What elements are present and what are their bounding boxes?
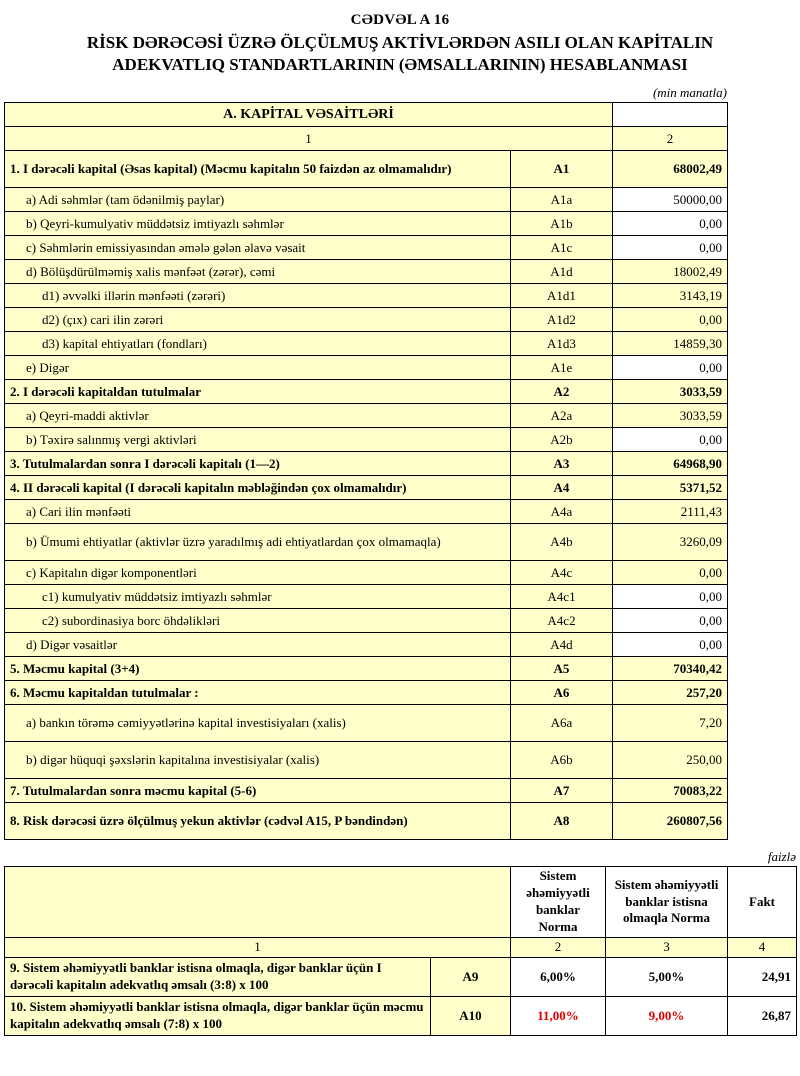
capital-row-A6a	[5, 705, 728, 742]
capital-table	[4, 102, 728, 840]
row-value: 64968,90	[613, 452, 728, 476]
row-label: 4. II dərəcəli kapital (I dərəcəli kapitalın məbləğindən çox olmamalıdır)	[5, 476, 511, 500]
row-code: A4d	[511, 633, 613, 657]
capital-col-number-1: 1	[5, 127, 613, 151]
capital-col-number-2: 2	[613, 127, 728, 151]
row-norm-systemic: 6,00%	[511, 957, 606, 996]
row-label: d) Digər vəsaitlər	[5, 633, 511, 657]
capital-row-A7	[5, 779, 728, 803]
row-value: 257,20	[613, 681, 728, 705]
capital-row-A2	[5, 380, 728, 404]
capital-row-A4d	[5, 633, 728, 657]
unit-note-percent: faizlə	[767, 849, 796, 865]
capital-section-header-row	[5, 103, 728, 127]
row-label: c) Səhmlərin emissiyasından əmələ gələn əlavə vəsait	[5, 236, 511, 260]
row-value: 0,00	[613, 609, 728, 633]
ratio-col-number-3: 3	[606, 937, 728, 957]
capital-row-A2b	[5, 428, 728, 452]
row-value: 260807,56	[613, 803, 728, 840]
row-label: d3) kapital ehtiyatları (fondları)	[5, 332, 511, 356]
row-value: 50000,00	[613, 188, 728, 212]
row-value: 0,00	[613, 212, 728, 236]
row-value: 0,00	[613, 308, 728, 332]
ratio-row-A10	[5, 996, 797, 1035]
row-label: e) Digər	[5, 356, 511, 380]
ratio-header-empty-cell	[5, 867, 511, 938]
row-value: 2111,43	[613, 500, 728, 524]
row-code: A2	[511, 380, 613, 404]
row-label: b) digər hüquqi şəxslərin kapitalına investisiyalar (xalis)	[5, 742, 511, 779]
row-label: b) Təxirə salınmış vergi aktivləri	[5, 428, 511, 452]
ratio-header-fact: Fakt	[728, 867, 797, 938]
row-value: 3033,59	[613, 380, 728, 404]
capital-row-A4c1	[5, 585, 728, 609]
capital-row-A1c	[5, 236, 728, 260]
capital-colnum-row	[5, 127, 728, 151]
row-code: A9	[431, 957, 511, 996]
row-label: d2) (çıx) cari ilin zərəri	[5, 308, 511, 332]
capital-row-A6	[5, 681, 728, 705]
row-value: 14859,30	[613, 332, 728, 356]
capital-row-A4	[5, 476, 728, 500]
row-value: 5371,52	[613, 476, 728, 500]
row-code: A10	[431, 996, 511, 1035]
row-label: d) Bölüşdürülməmiş xalis mənfəət (zərər), cəmi	[5, 260, 511, 284]
table-number: CƏDVƏL A 16	[350, 12, 450, 28]
row-fact: 26,87	[728, 996, 797, 1035]
ratio-col-number-2: 2	[511, 937, 606, 957]
capital-row-A3	[5, 452, 728, 476]
row-code: A5	[511, 657, 613, 681]
capital-row-A1e	[5, 356, 728, 380]
row-value: 0,00	[613, 428, 728, 452]
row-code: A1d1	[511, 284, 613, 308]
row-value: 0,00	[613, 236, 728, 260]
row-value: 68002,49	[613, 151, 728, 188]
page-title-line-1: RİSK DƏRƏCƏSİ ÜZRƏ ÖLÇÜLMUŞ AKTİVLƏRDƏN ASILI OLAN KAPİTALIN	[86, 33, 714, 52]
row-code: A7	[511, 779, 613, 803]
ratio-header-row	[5, 867, 797, 938]
row-label: a) Cari ilin mənfəəti	[5, 500, 511, 524]
row-code: A8	[511, 803, 613, 840]
capital-table-body	[5, 151, 728, 840]
ratio-table	[4, 866, 797, 1036]
row-value: 0,00	[613, 633, 728, 657]
ratio-col-number-4: 4	[728, 937, 797, 957]
row-label: c2) subordinasiya borc öhdəlikləri	[5, 609, 511, 633]
row-code: A3	[511, 452, 613, 476]
row-code: A6	[511, 681, 613, 705]
row-value: 7,20	[613, 705, 728, 742]
ratio-table-body	[5, 957, 797, 1035]
row-code: A1d2	[511, 308, 613, 332]
row-code: A1d	[511, 260, 613, 284]
row-value: 3033,59	[613, 404, 728, 428]
capital-row-A4b	[5, 524, 728, 561]
row-label: a) Adi səhmlər (tam ödənilmiş paylar)	[5, 188, 511, 212]
row-label: d1) əvvəlki illərin mənfəəti (zərəri)	[5, 284, 511, 308]
capital-row-A1b	[5, 212, 728, 236]
row-code: A1	[511, 151, 613, 188]
row-label: 8. Risk dərəcəsi üzrə ölçülmuş yekun aktivlər (cədvəl A15, P bəndindən)	[5, 803, 511, 840]
row-code: A4a	[511, 500, 613, 524]
capital-section-header: A. KAPİTAL VƏSAİTLƏRİ	[5, 103, 613, 127]
page-title	[4, 32, 796, 76]
capital-row-A4c	[5, 561, 728, 585]
capital-row-A1d2	[5, 308, 728, 332]
capital-row-A1d3	[5, 332, 728, 356]
row-code: A1a	[511, 188, 613, 212]
row-code: A6a	[511, 705, 613, 742]
capital-row-A1d	[5, 260, 728, 284]
row-code: A1b	[511, 212, 613, 236]
row-fact: 24,91	[728, 957, 797, 996]
capital-row-A2a	[5, 404, 728, 428]
ratio-header-norm-systemic: Sistem əhəmiyyətli banklar Norma	[511, 867, 606, 938]
row-label: 1. I dərəcəli kapital (Əsas kapital) (Məcmu kapitalın 50 faizdən az olmamalıdır)	[5, 151, 511, 188]
row-value: 0,00	[613, 356, 728, 380]
capital-row-A4c2	[5, 609, 728, 633]
row-code: A2b	[511, 428, 613, 452]
row-code: A2a	[511, 404, 613, 428]
ratio-row-A9	[5, 957, 797, 996]
row-label: a) Qeyri-maddi aktivlər	[5, 404, 511, 428]
capital-row-A4a	[5, 500, 728, 524]
row-norm-systemic: 11,00%	[511, 996, 606, 1035]
row-value: 250,00	[613, 742, 728, 779]
row-value: 3143,19	[613, 284, 728, 308]
capital-row-A5	[5, 657, 728, 681]
capital-row-A8	[5, 803, 728, 840]
row-label: 5. Məcmu kapital (3+4)	[5, 657, 511, 681]
row-label: c) Kapitalın digər komponentləri	[5, 561, 511, 585]
row-value: 3260,09	[613, 524, 728, 561]
row-label: 9. Sistem əhəmiyyətli banklar istisna olmaqla, digər banklar üçün I dərəcəli kapitalın adekvatlıq əmsalı (3:8) x 100	[5, 957, 431, 996]
row-code: A1d3	[511, 332, 613, 356]
capital-row-A6b	[5, 742, 728, 779]
row-value: 70083,22	[613, 779, 728, 803]
row-code: A4b	[511, 524, 613, 561]
row-label: 7. Tutulmalardan sonra məcmu kapital (5-6)	[5, 779, 511, 803]
row-label: a) bankın törəmə cəmiyyətlərinə kapital investisiyaları (xalis)	[5, 705, 511, 742]
ratio-header-norm-non-systemic: Sistem əhəmiyyətli banklar istisna olmaqla Norma	[606, 867, 728, 938]
row-value: 0,00	[613, 561, 728, 585]
capital-section-header-spacer-cell	[613, 103, 728, 127]
capital-row-A1	[5, 151, 728, 188]
row-code: A1c	[511, 236, 613, 260]
row-value: 70340,42	[613, 657, 728, 681]
row-code: A4c	[511, 561, 613, 585]
row-label: 3. Tutulmalardan sonra I dərəcəli kapitalı (1—2)	[5, 452, 511, 476]
page-title-line-2: ADEKVATLIQ STANDARTLARININ (ƏMSALLARININ) HESABLANMASI	[112, 55, 688, 75]
row-code: A1e	[511, 356, 613, 380]
row-label: 10. Sistem əhəmiyyətli banklar istisna olmaqla, digər banklar üçün məcmu kapitalın adekvatlıq əmsalı (7:8) x 100	[5, 996, 431, 1035]
row-label: b) Ümumi ehtiyatlar (aktivlər üzrə yaradılmış adi ehtiyatlardan çox olmamaqla)	[5, 524, 511, 561]
row-code: A6b	[511, 742, 613, 779]
row-norm-non-systemic: 5,00%	[606, 957, 728, 996]
row-label: 6. Məcmu kapitaldan tutulmalar :	[5, 681, 511, 705]
ratio-colnum-row	[5, 937, 797, 957]
unit-note-min-manat: (min manatla)	[652, 85, 727, 101]
row-label: c1) kumulyativ müddətsiz imtiyazlı səhmlər	[5, 585, 511, 609]
row-norm-non-systemic: 9,00%	[606, 996, 728, 1035]
row-code: A4c1	[511, 585, 613, 609]
capital-row-A1a	[5, 188, 728, 212]
row-value: 18002,49	[613, 260, 728, 284]
row-code: A4c2	[511, 609, 613, 633]
row-label: 2. I dərəcəli kapitaldan tutulmalar	[5, 380, 511, 404]
capital-row-A1d1	[5, 284, 728, 308]
row-label: b) Qeyri-kumulyativ müddətsiz imtiyazlı səhmlər	[5, 212, 511, 236]
ratio-col-number-1: 1	[5, 937, 511, 957]
row-code: A4	[511, 476, 613, 500]
row-value: 0,00	[613, 585, 728, 609]
